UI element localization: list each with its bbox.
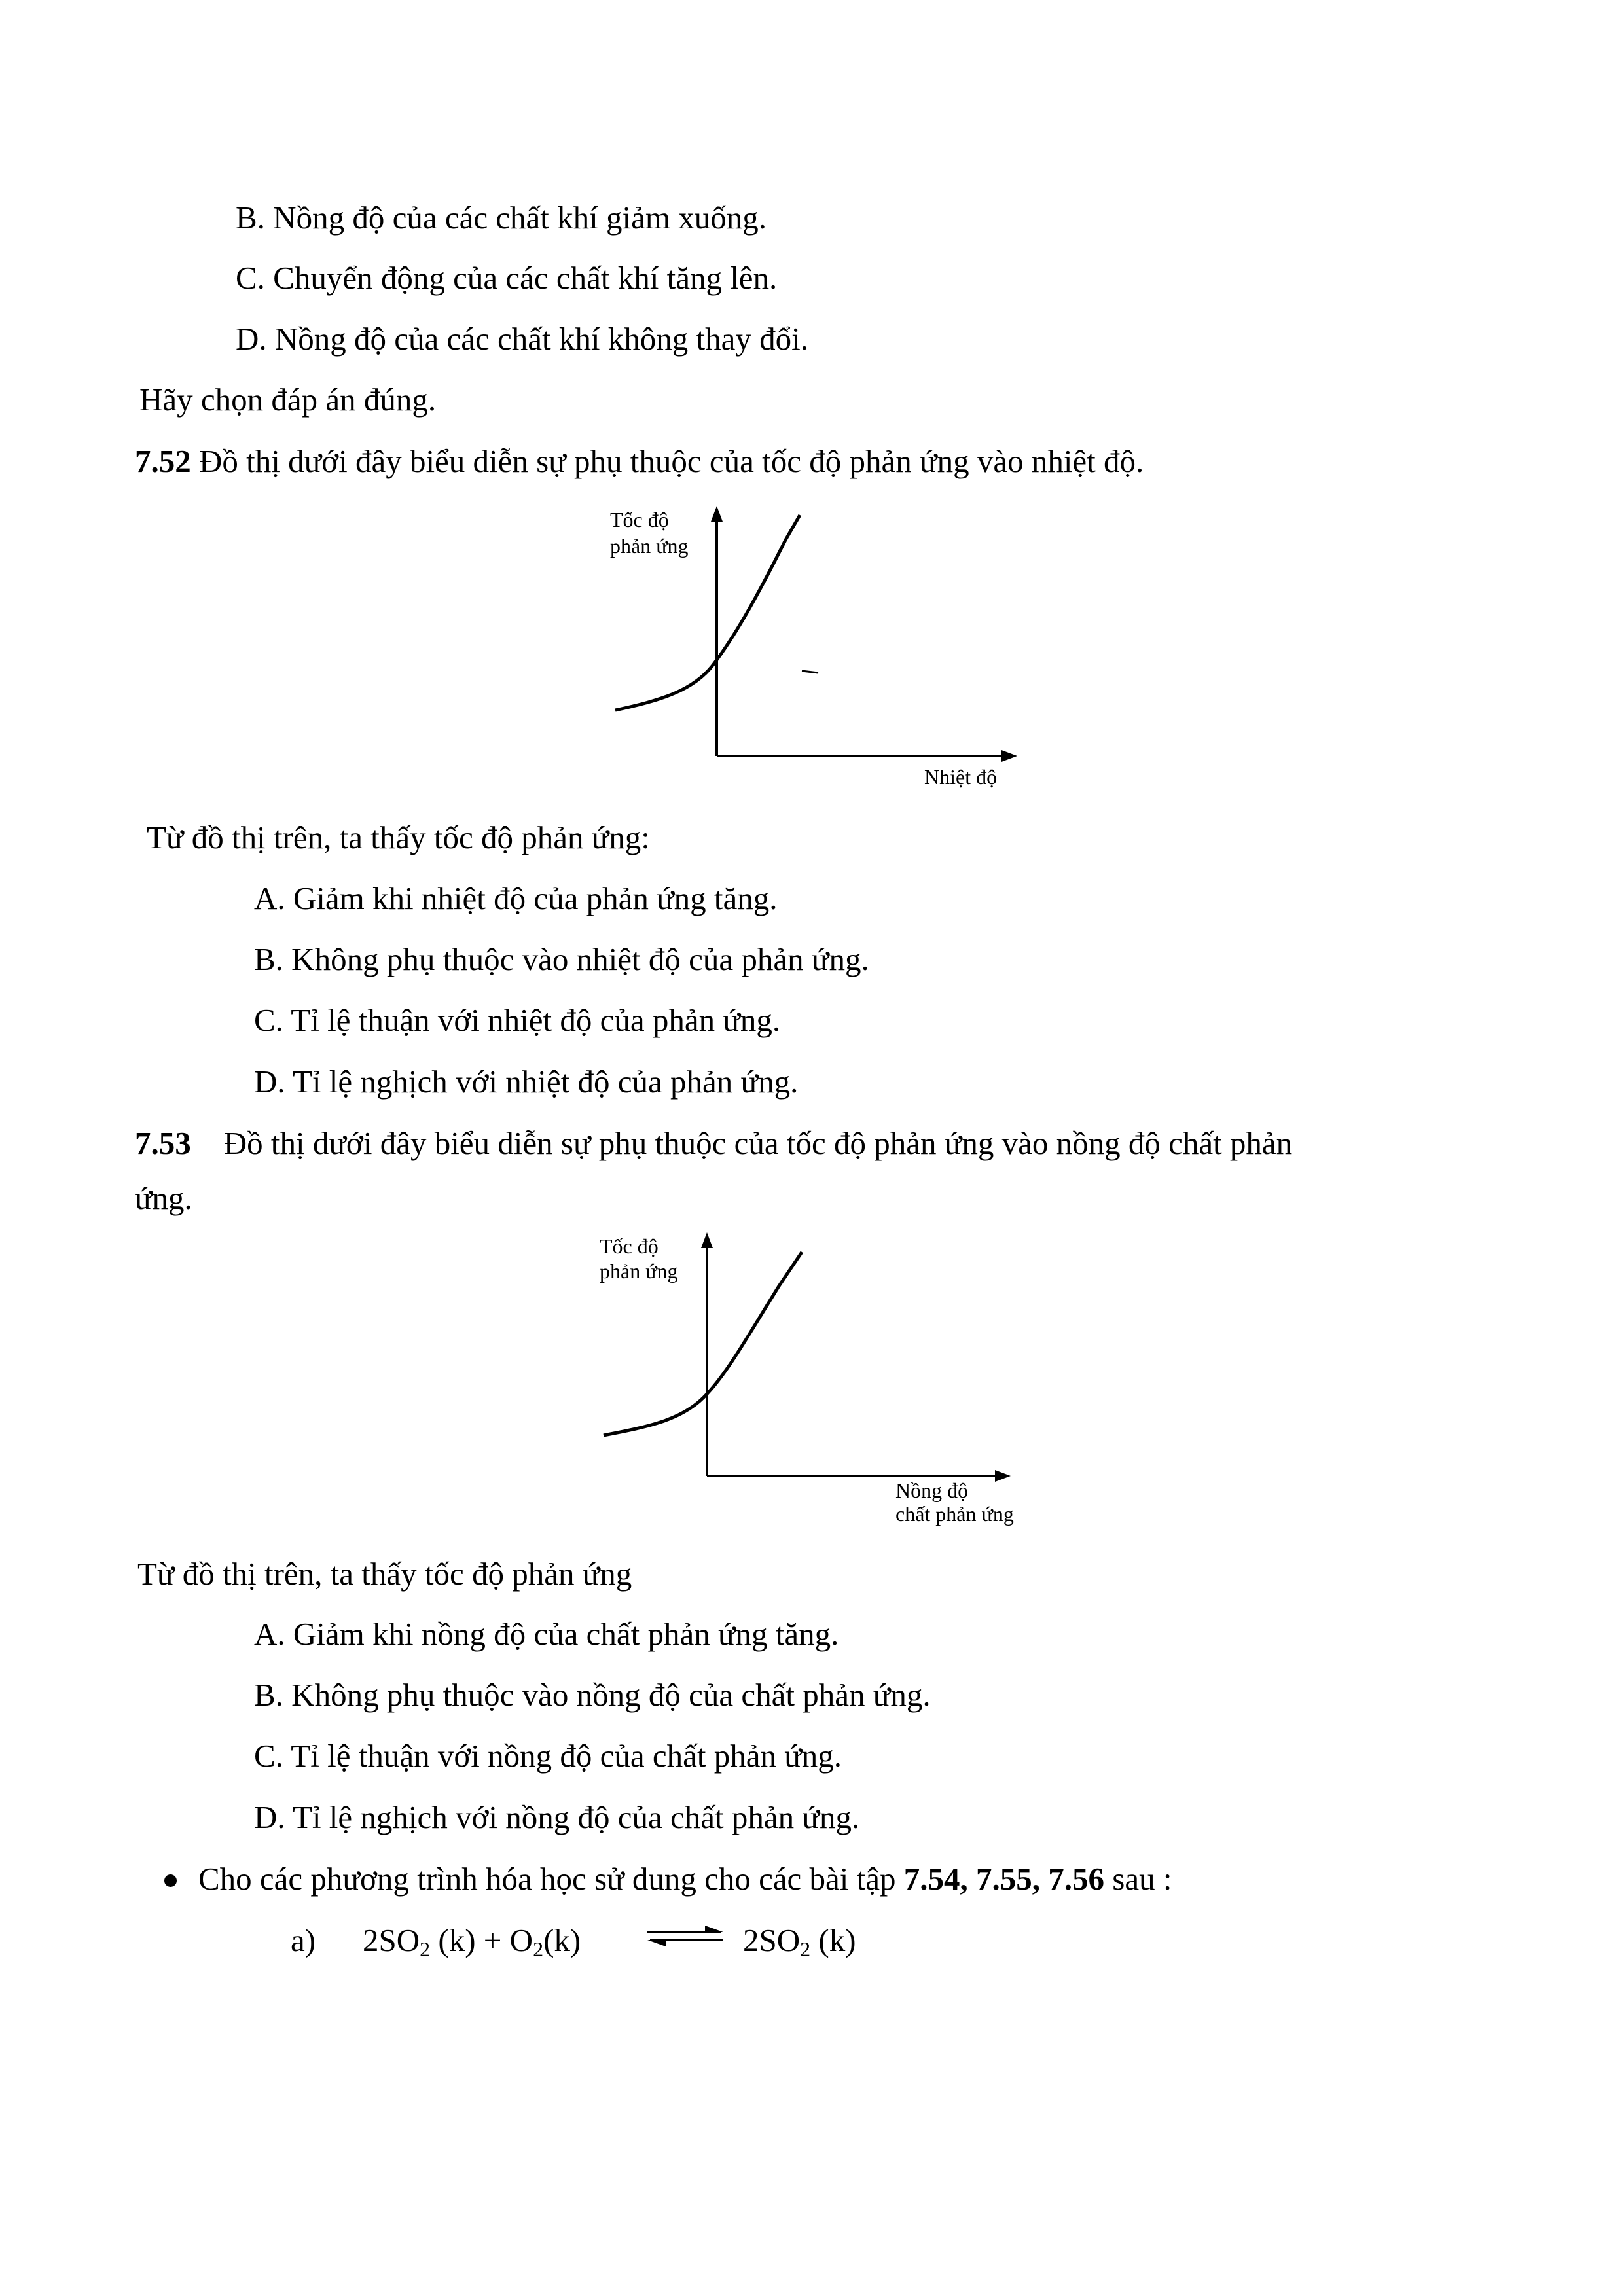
- question-text-continued: ứng.: [135, 1180, 192, 1216]
- equation-label: a): [291, 1922, 316, 1958]
- equation-products: $2SO_2$ (k): [743, 1922, 856, 1961]
- x-axis-label: Nhiệt độ: [924, 765, 998, 789]
- y-axis-label: Tốc độ: [610, 508, 669, 531]
- question-number: 7.52: [135, 443, 191, 479]
- equilibrium-arrow-icon: [645, 1923, 727, 1949]
- option-b: B. Không phụ thuộc vào nồng độ của chất phản ứng.: [254, 1677, 931, 1713]
- option-a: A. Giảm khi nồng độ của chất phản ứng tăng.: [254, 1616, 839, 1652]
- option-b: B. Nồng độ của các chất khí giảm xuống.: [236, 200, 767, 236]
- graph-rate-vs-concentration: [576, 1227, 1047, 1535]
- question-text: Đồ thị dưới đây biểu diễn sự phụ thuộc của tốc độ phản ứng vào nhiệt độ.: [190, 443, 1144, 479]
- option-b: B. Không phụ thuộc vào nhiệt độ của phản ứng.: [254, 941, 869, 977]
- question-stem: Từ đồ thị trên, ta thấy tốc độ phản ứng:: [147, 819, 650, 855]
- option-d: D. Tỉ lệ nghịch với nhiệt độ của phản ứng.: [254, 1064, 799, 1100]
- option-c: C. Tỉ lệ thuận với nhiệt độ của phản ứng.: [254, 1002, 781, 1038]
- y-axis-label-2: phản ứng: [600, 1259, 678, 1283]
- question-number: 7.53: [135, 1125, 191, 1161]
- option-c: C. Tỉ lệ thuận với nồng độ của chất phản ứng.: [254, 1738, 842, 1774]
- exercise-refs: 7.54, 7.55, 7.56: [903, 1861, 1105, 1897]
- bullet-text: Cho các phương trình hóa học sử dung cho các bài tập 7.54, 7.55, 7.56 sau :: [198, 1861, 1172, 1897]
- question-7-52: [135, 445, 1144, 477]
- graph-rate-vs-temperature: [589, 501, 1034, 795]
- question-stem: Từ đồ thị trên, ta thấy tốc độ phản ứng: [137, 1556, 632, 1592]
- x-axis-label-2: chất phản ứng: [895, 1502, 1014, 1526]
- option-a: A. Giảm khi nhiệt độ của phản ứng tăng.: [254, 880, 778, 916]
- bullet-icon: [164, 1874, 177, 1887]
- y-axis-label: Tốc độ: [600, 1234, 659, 1258]
- y-axis-label-2: phản ứng: [610, 534, 689, 558]
- question-text: Đồ thị dưới đây biểu diễn sự phụ thuộc của tốc độ phản ứng vào nồng độ chất phản: [223, 1125, 1293, 1161]
- instruction: Hãy chọn đáp án đúng.: [139, 382, 437, 418]
- option-c: C. Chuyển động của các chất khí tăng lên.: [236, 260, 778, 296]
- question-7-53: [135, 1127, 1292, 1159]
- option-d: D. Tỉ lệ nghịch với nồng độ của chất phản ứng.: [254, 1799, 860, 1835]
- option-d: D. Nồng độ của các chất khí không thay đổi.: [236, 321, 808, 357]
- equation-reactants: $2SO_2$ $(k) + O_2(k)$: [363, 1922, 581, 1961]
- x-axis-label: Nồng độ: [895, 1479, 969, 1502]
